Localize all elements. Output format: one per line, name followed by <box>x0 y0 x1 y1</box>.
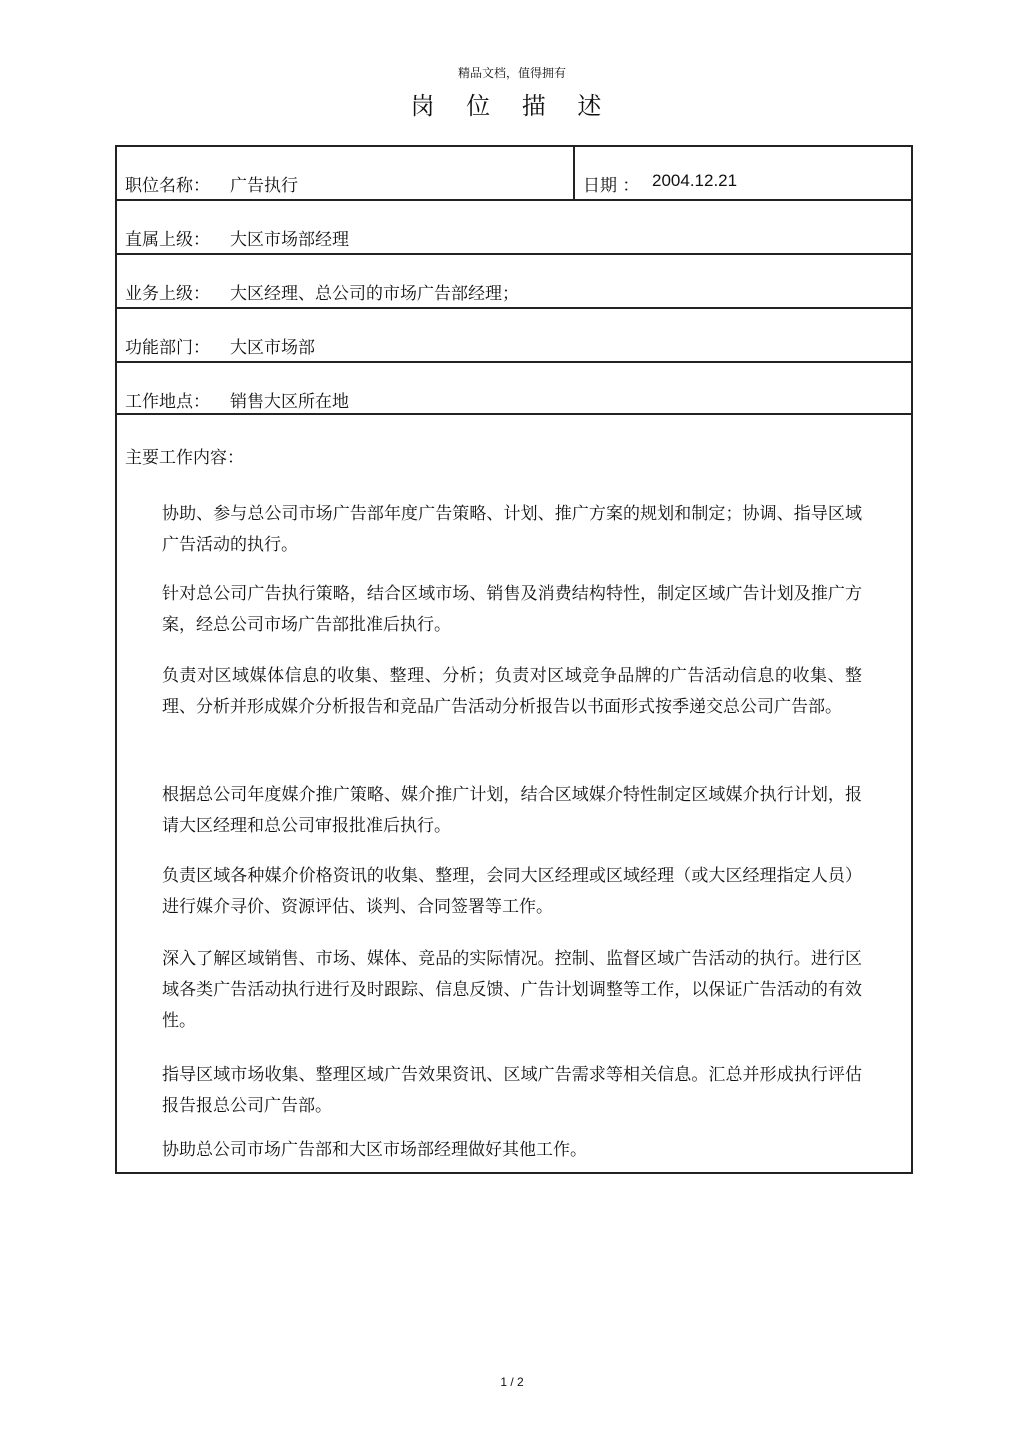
business-superior-label: 业务上级： <box>125 284 210 304</box>
duty-paragraph: 协助、参与总公司市场广告部年度广告策略、计划、推广方案的规划和制定；协调、指导区域广告活动的执行。 <box>162 504 862 555</box>
duty-paragraph: 负责区域各种媒介价格资讯的收集、整理，会同大区经理或区域经理（或大区经理指定人员）进行媒介寻价、资源评估、谈判、合同签署等工作。 <box>162 866 862 917</box>
location-label: 工作地点： <box>125 392 210 412</box>
position-label: 职位名称： <box>125 176 210 196</box>
column-divider <box>573 147 575 199</box>
duty-paragraph: 指导区域市场收集、整理区域广告效果资讯、区域广告需求等相关信息。汇总并形成执行评估报告报总公司广告部。 <box>162 1065 862 1116</box>
direct-superior-value: 大区市场部经理 <box>230 230 349 250</box>
document-title: 岗 位 描 述 <box>410 92 614 120</box>
row-department <box>117 309 911 363</box>
date-value: 2004.12.21 <box>652 171 738 190</box>
business-superior-value: 大区经理、总公司的市场广告部经理； <box>230 284 519 304</box>
row-location <box>117 363 911 415</box>
main-duties-heading: 主要工作内容： <box>125 448 244 468</box>
date-label: 日期 ： <box>583 176 640 196</box>
row-direct-superior <box>117 201 911 255</box>
duty-paragraph: 负责对区域媒体信息的收集、整理、分析；负责对区域竞争品牌的广告活动信息的收集、整理、分析并形成媒介分析报告和竞品广告活动分析报告以书面形式按季递交总公司广告部。 <box>162 666 862 717</box>
position-value: 广告执行 <box>230 176 298 196</box>
header-note: 精品文档，值得拥有 <box>457 66 566 80</box>
job-description-table <box>115 145 913 1174</box>
department-value: 大区市场部 <box>230 338 315 358</box>
duty-paragraph: 针对总公司广告执行策略，结合区域市场、销售及消费结构特性，制定区域广告计划及推广方案，经总公司市场广告部批准后执行。 <box>162 584 862 635</box>
duty-paragraph: 深入了解区域销售、市场、媒体、竞品的实际情况。控制、监督区域广告活动的执行。进行区域各类广告活动执行进行及时跟踪、信息反馈、广告计划调整等工作，以保证广告活动的有效性。 <box>162 949 862 1031</box>
row-position <box>117 147 911 201</box>
duty-paragraph: 协助总公司市场广告部和大区市场部经理做好其他工作。 <box>162 1140 587 1160</box>
page-number: 1 / 2 <box>500 1375 524 1389</box>
location-value: 销售大区所在地 <box>230 392 349 412</box>
duty-paragraph: 根据总公司年度媒介推广策略、媒介推广计划，结合区域媒介特性制定区域媒介执行计划，报请大区经理和总公司审报批准后执行。 <box>162 785 862 836</box>
direct-superior-label: 直属上级： <box>125 230 210 250</box>
row-business-superior <box>117 255 911 309</box>
department-label: 功能部门： <box>125 338 210 358</box>
